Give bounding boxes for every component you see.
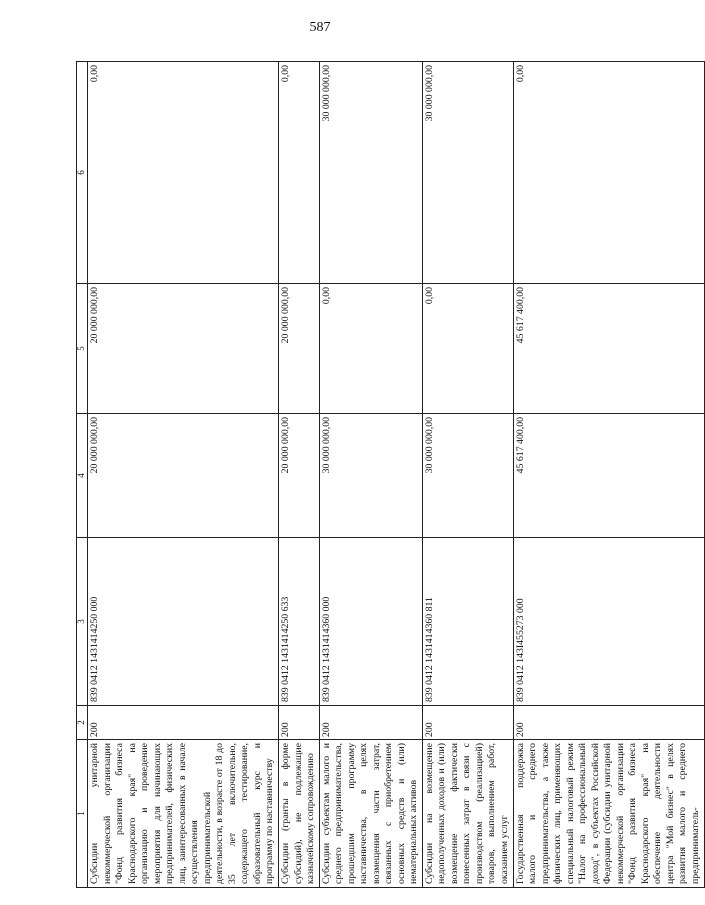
row-col6-cell: 30 000 000,00 (319, 62, 422, 284)
row-name-cell: Субсидии унитарной некоммерческой организации "Фонд развития бизнеса Краснодарского края" на организацию и проведение мероприятия для начинающих предпринимателей, физических лиц, заинтересованных в начале осуществления предпринимательской деятельности, в возрасте от 18 до 35 лет включительно, содержащего тестирование, образовательный курс и программу по наставничеству (88, 740, 279, 888)
row-col4-cell: 45 617 400,00 (513, 414, 704, 538)
column-header: 2 (77, 706, 88, 740)
column-header: 3 (77, 538, 88, 706)
row-col6-cell: 0,00 (513, 62, 704, 284)
row-col4-cell: 30 000 000,00 (422, 414, 513, 538)
table-row (88, 62, 279, 888)
row-col4-cell: 20 000 000,00 (278, 414, 319, 538)
column-header: 1 (77, 740, 88, 888)
table-header-row (77, 62, 88, 888)
row-col5-cell: 0,00 (422, 284, 513, 414)
row-col6-cell: 0,00 (278, 62, 319, 284)
table-row (422, 62, 513, 888)
row-col2-cell: 200 (278, 706, 319, 740)
table-row (513, 62, 704, 888)
row-code-cell: 839 0412 143I455273 000 (513, 538, 704, 706)
row-col5-cell: 20 000 000,00 (278, 284, 319, 414)
row-name-cell: Субсидии (гранты в форме субсидий), не подлежащие казначейскому сопровождению (278, 740, 319, 888)
table-row (319, 62, 422, 888)
row-col6-cell: 0,00 (88, 62, 279, 284)
row-col4-cell: 30 000 000,00 (319, 414, 422, 538)
row-code-cell: 839 0412 1431414250 000 (88, 538, 279, 706)
budget-table (76, 61, 705, 888)
row-code-cell: 839 0412 1431414360 811 (422, 538, 513, 706)
column-header: 4 (77, 414, 88, 538)
row-code-cell: 839 0412 1431414250 633 (278, 538, 319, 706)
rotated-budget-table-container (76, 62, 701, 888)
row-name-cell: Субсидии на возмещение недополученных доходов и (или) возмещение фактически понесенных затрат в связи с производством (реализацией) товаров, выполнением работ, оказанием услуг (422, 740, 513, 888)
row-col5-cell: 20 000 000,00 (88, 284, 279, 414)
row-col6-cell: 30 000 000,00 (422, 62, 513, 284)
page-number: 587 (309, 20, 331, 35)
row-col5-cell: 45 617 400,00 (513, 284, 704, 414)
row-col4-cell: 20 000 000,00 (88, 414, 279, 538)
row-col5-cell: 0,00 (319, 284, 422, 414)
row-name-cell: Государственная поддержка малого и среднего предпринимательства, а также физических лиц, применяющих специальный налоговый режим "Налог на профессиональный доход", в субъектах Российской Федерации (субсидии унитарной некоммерческой организации "Фонд развития бизнеса Краснодарского края" на обеспечение деятельности центра "Мой бизнес" в целях развития малого и среднего предприниматель- (513, 740, 704, 888)
row-col2-cell: 200 (422, 706, 513, 740)
row-col2-cell: 200 (319, 706, 422, 740)
row-col2-cell: 200 (513, 706, 704, 740)
column-header: 6 (77, 62, 88, 284)
row-col2-cell: 200 (88, 706, 279, 740)
row-code-cell: 839 0412 1431414360 000 (319, 538, 422, 706)
column-header: 5 (77, 284, 88, 414)
table-row (278, 62, 319, 888)
row-name-cell: Субсидии субъектам малого и среднего предпринимательства, прошедшим программу наставничества, в целях возмещения части затрат, связанных с приобретением основных средств и (или) нематериальных активов (319, 740, 422, 888)
